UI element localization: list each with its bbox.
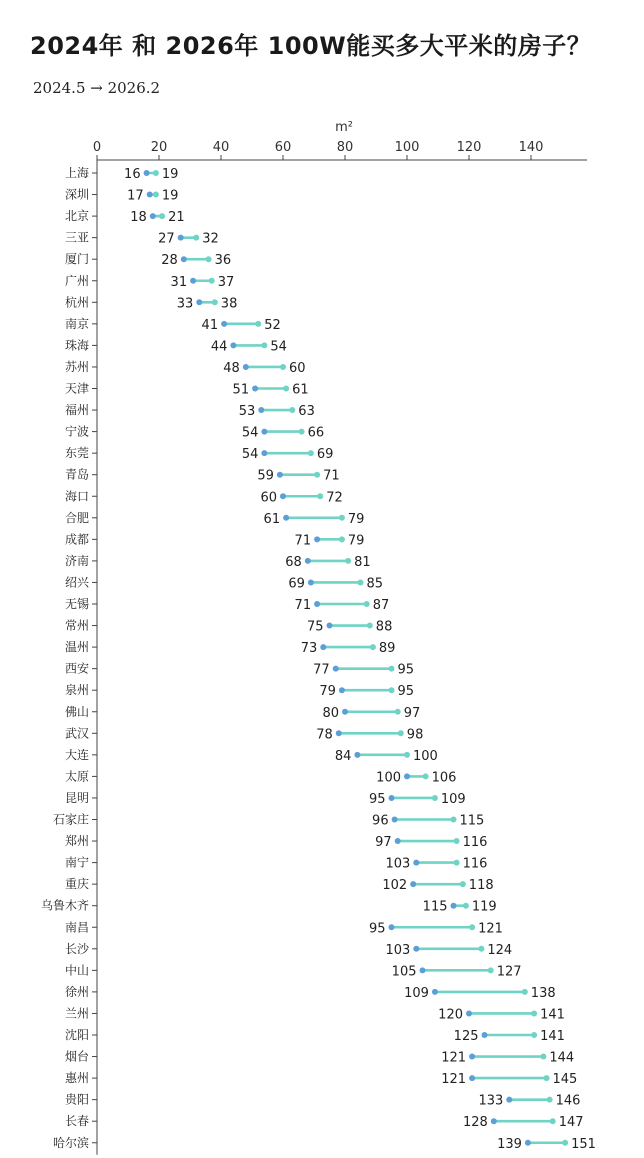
value-2024: 18 <box>130 210 147 226</box>
dot-2024 <box>314 536 320 542</box>
value-2024: 115 <box>422 899 448 915</box>
value-2024: 103 <box>385 856 411 872</box>
value-2024: 97 <box>375 835 392 851</box>
city-label: 烟台 <box>64 1049 89 1064</box>
dot-2026 <box>469 924 475 930</box>
row-南宁 <box>65 855 487 872</box>
dot-2024 <box>252 386 258 392</box>
dot-2026 <box>339 515 345 521</box>
dot-2026 <box>283 386 289 392</box>
x-tick-label: 40 <box>212 140 230 155</box>
value-2026: 115 <box>459 813 485 829</box>
value-2026: 79 <box>347 511 365 527</box>
chart-rows <box>41 165 596 1152</box>
x-tick-label: 80 <box>336 140 354 155</box>
row-长沙 <box>65 941 512 958</box>
city-label: 南昌 <box>64 920 89 935</box>
chart-subtitle: 2024.5 → 2026.2 <box>33 79 161 97</box>
value-2026: 106 <box>431 770 457 786</box>
dot-2026 <box>550 1118 556 1124</box>
value-2026: 63 <box>298 404 315 420</box>
value-2026: 95 <box>397 684 415 700</box>
dot-2026 <box>454 860 460 866</box>
dot-2026 <box>395 709 401 715</box>
row-哈尔滨 <box>53 1135 596 1152</box>
value-2024: 77 <box>313 662 330 678</box>
row-北京 <box>65 208 185 225</box>
dot-2024 <box>320 644 326 650</box>
dot-2026 <box>153 170 159 176</box>
row-青岛 <box>65 467 340 484</box>
row-大连 <box>65 747 438 764</box>
city-label: 郑州 <box>64 834 89 849</box>
row-绍兴 <box>65 575 383 591</box>
dot-2024 <box>354 752 360 758</box>
value-2024: 139 <box>497 1136 522 1152</box>
value-2024: 53 <box>238 404 256 420</box>
row-贵阳 <box>65 1092 580 1109</box>
dot-2026 <box>423 773 429 779</box>
value-2026: 138 <box>530 985 556 1001</box>
value-2026: 79 <box>347 533 365 549</box>
city-label: 广州 <box>64 273 89 288</box>
value-2026: 52 <box>264 317 281 333</box>
dot-2026 <box>522 989 528 995</box>
dot-2024 <box>144 170 150 176</box>
dot-2024 <box>525 1140 531 1146</box>
value-2024: 71 <box>294 533 312 549</box>
row-太原 <box>65 768 456 785</box>
dot-2026 <box>209 278 215 284</box>
city-label: 绍兴 <box>64 575 89 590</box>
city-label: 大连 <box>64 747 89 762</box>
dot-2024 <box>469 1075 475 1081</box>
city-label: 海口 <box>64 489 89 504</box>
row-珠海 <box>65 337 287 354</box>
dot-2026 <box>289 407 295 413</box>
value-2024: 105 <box>391 964 417 980</box>
value-2024: 28 <box>161 253 178 269</box>
dot-2026 <box>478 946 484 952</box>
row-惠州 <box>65 1070 577 1087</box>
row-海口 <box>65 489 343 505</box>
value-2024: 120 <box>438 1007 463 1023</box>
row-兰州 <box>65 1006 565 1022</box>
value-2026: 145 <box>552 1072 578 1088</box>
dot-2024 <box>491 1118 497 1124</box>
dot-2024 <box>243 364 249 370</box>
value-2024: 103 <box>385 942 411 958</box>
value-2024: 59 <box>257 468 274 484</box>
value-2024: 41 <box>201 317 219 333</box>
value-2024: 73 <box>300 641 318 657</box>
value-2024: 71 <box>294 598 312 613</box>
value-2026: 119 <box>471 899 497 915</box>
row-无锡 <box>65 597 389 613</box>
dot-2024 <box>413 946 419 952</box>
value-2026: 144 <box>549 1050 575 1066</box>
row-泉州 <box>65 683 414 699</box>
value-2026: 69 <box>316 447 334 463</box>
row-上海 <box>65 165 178 182</box>
dot-2024 <box>392 817 398 823</box>
value-2024: 80 <box>322 705 339 721</box>
dot-2024 <box>389 924 395 930</box>
row-三亚 <box>65 231 219 247</box>
value-2024: 61 <box>263 511 281 527</box>
dot-2026 <box>544 1075 550 1081</box>
row-长春 <box>65 1114 584 1130</box>
dot-2026 <box>255 321 261 327</box>
dot-2024 <box>469 1054 475 1060</box>
value-2024: 121 <box>441 1072 467 1088</box>
dot-2024 <box>410 881 416 887</box>
dot-2026 <box>367 623 373 629</box>
row-重庆 <box>65 876 494 893</box>
value-2026: 21 <box>168 210 185 226</box>
city-label: 太原 <box>64 769 89 784</box>
row-温州 <box>65 640 395 656</box>
value-2024: 133 <box>478 1093 504 1109</box>
dot-2024 <box>283 515 289 521</box>
dot-2024 <box>196 299 202 305</box>
chart-title: 2024年 和 2026年 100W能买多大平米的房子？ <box>30 32 592 60</box>
dot-2024 <box>342 709 348 715</box>
dot-2026 <box>153 192 159 198</box>
row-东莞 <box>65 446 333 462</box>
row-苏州 <box>65 360 306 376</box>
city-label: 三亚 <box>64 230 89 245</box>
city-label: 兰州 <box>64 1006 89 1021</box>
value-2024: 121 <box>441 1050 467 1066</box>
x-tick-label: 0 <box>92 140 102 155</box>
city-label: 惠州 <box>64 1071 89 1086</box>
city-label: 深圳 <box>64 187 89 202</box>
row-济南 <box>65 553 371 570</box>
row-武汉 <box>65 725 423 742</box>
dot-2026 <box>308 450 314 456</box>
row-福州 <box>65 403 315 419</box>
dot-2024 <box>420 967 426 973</box>
dot-2024 <box>314 601 320 607</box>
row-厦门 <box>65 251 231 268</box>
city-label: 珠海 <box>64 338 89 353</box>
value-2026: 72 <box>326 490 343 506</box>
value-2024: 96 <box>372 813 389 829</box>
city-label: 长沙 <box>64 941 89 956</box>
x-tick-label: 60 <box>274 140 292 155</box>
value-2026: 66 <box>307 425 325 441</box>
dot-2026 <box>531 1010 537 1016</box>
dot-2024 <box>333 666 339 672</box>
dot-2026 <box>317 493 323 499</box>
value-2026: 88 <box>375 619 393 635</box>
city-label: 济南 <box>64 553 89 568</box>
value-2026: 19 <box>161 188 179 204</box>
dot-2026 <box>463 903 469 909</box>
value-2024: 48 <box>223 360 240 376</box>
value-2026: 146 <box>555 1093 581 1109</box>
value-2024: 78 <box>316 727 333 743</box>
value-2024: 102 <box>382 878 408 894</box>
value-2024: 95 <box>368 921 386 937</box>
city-label: 杭州 <box>64 295 89 310</box>
value-2026: 32 <box>202 231 219 247</box>
city-label: 长春 <box>64 1114 89 1129</box>
value-2024: 69 <box>288 576 305 592</box>
value-2026: 116 <box>462 835 488 851</box>
x-tick-label: 140 <box>518 140 544 155</box>
row-宁波 <box>65 424 324 441</box>
city-label: 哈尔滨 <box>52 1135 89 1150</box>
dot-2024 <box>190 278 196 284</box>
value-2026: 54 <box>270 339 287 355</box>
row-天津 <box>65 381 309 398</box>
dot-2026 <box>261 342 267 348</box>
value-2026: 95 <box>397 662 415 678</box>
dot-2024 <box>482 1032 488 1038</box>
city-label: 乌鲁木齐 <box>40 898 89 913</box>
city-label: 西安 <box>64 661 89 676</box>
dot-2026 <box>547 1097 553 1103</box>
value-2024: 84 <box>334 748 352 764</box>
value-2026: 60 <box>289 360 306 376</box>
city-label: 徐州 <box>64 984 89 999</box>
value-2024: 79 <box>319 684 336 700</box>
value-2024: 125 <box>453 1029 479 1044</box>
dot-2024 <box>404 773 410 779</box>
city-label: 沈阳 <box>64 1028 89 1042</box>
row-乌鲁木齐 <box>41 898 497 915</box>
dot-2026 <box>488 967 494 973</box>
dot-2026 <box>159 213 165 219</box>
city-label: 石家庄 <box>52 812 89 827</box>
row-徐州 <box>65 985 556 1001</box>
dot-2024 <box>432 989 438 995</box>
city-label: 南京 <box>64 316 89 331</box>
row-成都 <box>65 531 364 548</box>
dot-2026 <box>358 579 364 585</box>
city-label: 无锡 <box>64 597 89 611</box>
value-2026: 71 <box>323 468 340 484</box>
dot-2024 <box>230 342 236 348</box>
x-tick-label: 120 <box>456 140 482 155</box>
dot-2026 <box>193 235 199 241</box>
dot-2024 <box>336 730 342 736</box>
city-label: 东莞 <box>64 446 89 461</box>
value-2026: 85 <box>366 576 384 592</box>
dot-2026 <box>531 1032 537 1038</box>
city-label: 武汉 <box>64 726 89 741</box>
value-2026: 121 <box>478 921 503 937</box>
value-2024: 31 <box>170 274 188 290</box>
dot-2024 <box>150 213 156 219</box>
row-杭州 <box>65 294 237 311</box>
city-label: 北京 <box>64 209 89 224</box>
city-label: 宁波 <box>64 424 89 439</box>
dot-2026 <box>206 256 212 262</box>
value-2026: 116 <box>462 856 488 872</box>
dot-2024 <box>413 860 419 866</box>
value-2026: 147 <box>558 1115 584 1131</box>
dot-2024 <box>178 235 184 241</box>
value-2024: 95 <box>368 791 386 807</box>
value-2026: 151 <box>571 1136 596 1152</box>
row-石家庄 <box>53 812 484 829</box>
value-2026: 97 <box>403 705 421 721</box>
dot-2024 <box>451 903 457 909</box>
dot-2024 <box>389 795 395 801</box>
city-label: 天津 <box>64 381 89 396</box>
city-label: 苏州 <box>64 359 89 374</box>
value-2024: 27 <box>158 231 175 247</box>
city-label: 贵阳 <box>64 1092 89 1107</box>
x-tick-label: 100 <box>394 140 420 155</box>
city-label: 上海 <box>64 166 89 180</box>
value-2026: 100 <box>413 748 438 764</box>
dot-2026 <box>370 644 376 650</box>
value-2026: 36 <box>214 253 232 269</box>
dot-2026 <box>540 1054 546 1060</box>
dot-2024 <box>395 838 401 844</box>
city-label: 重庆 <box>64 877 89 892</box>
row-烟台 <box>65 1049 574 1066</box>
value-2024: 54 <box>241 425 259 441</box>
dot-2024 <box>305 558 311 564</box>
x-tick-label: 20 <box>150 140 168 155</box>
value-2024: 33 <box>176 296 194 312</box>
dot-2026 <box>454 838 460 844</box>
value-2026: 141 <box>540 1029 565 1044</box>
dot-2024 <box>258 407 264 413</box>
city-label: 昆明 <box>64 790 89 805</box>
dot-2024 <box>261 429 267 435</box>
dot-2026 <box>212 299 218 305</box>
dot-2026 <box>389 666 395 672</box>
value-2026: 81 <box>354 554 371 570</box>
value-2026: 89 <box>378 641 396 657</box>
dot-2026 <box>451 817 457 823</box>
row-南昌 <box>65 919 503 936</box>
dot-2024 <box>506 1097 512 1103</box>
dot-2024 <box>466 1010 472 1016</box>
dot-2024 <box>147 192 153 198</box>
value-2026: 38 <box>220 296 238 312</box>
dot-2024 <box>327 623 333 629</box>
city-label: 厦门 <box>64 252 89 267</box>
dot-2026 <box>299 429 305 435</box>
city-label: 中山 <box>64 963 89 978</box>
dot-2026 <box>314 472 320 478</box>
value-2026: 87 <box>372 598 390 613</box>
value-2024: 75 <box>306 619 324 635</box>
row-广州 <box>65 273 234 290</box>
dot-2024 <box>181 256 187 262</box>
value-2026: 109 <box>440 791 466 807</box>
dot-2024 <box>339 687 345 693</box>
row-深圳 <box>65 188 178 204</box>
value-2024: 44 <box>210 339 228 355</box>
value-2026: 19 <box>161 167 179 182</box>
value-2026: 118 <box>468 878 494 894</box>
dot-2026 <box>389 687 395 693</box>
x-axis-label: m² <box>335 120 353 135</box>
dot-2024 <box>277 472 283 478</box>
dot-2026 <box>562 1140 568 1146</box>
dot-2024 <box>308 579 314 585</box>
value-2024: 68 <box>285 554 302 570</box>
value-2026: 124 <box>487 942 513 958</box>
value-2026: 127 <box>496 964 522 980</box>
dot-2026 <box>364 601 370 607</box>
city-label: 成都 <box>64 532 89 547</box>
value-2024: 60 <box>260 490 277 506</box>
dot-2024 <box>261 450 267 456</box>
value-2024: 109 <box>404 985 429 1001</box>
city-label: 合肥 <box>64 510 89 525</box>
city-label: 泉州 <box>64 683 89 698</box>
city-label: 佛山 <box>64 704 89 719</box>
row-郑州 <box>65 833 487 850</box>
row-西安 <box>65 661 414 678</box>
value-2026: 98 <box>406 727 424 743</box>
value-2024: 54 <box>241 447 259 463</box>
dot-2024 <box>280 493 286 499</box>
dot-2024 <box>221 321 227 327</box>
row-中山 <box>65 962 522 979</box>
value-2024: 51 <box>232 382 250 398</box>
value-2026: 37 <box>217 274 235 290</box>
city-label: 青岛 <box>64 467 89 482</box>
value-2024: 100 <box>376 770 401 786</box>
row-合肥 <box>65 510 364 527</box>
row-昆明 <box>65 791 466 807</box>
dot-2026 <box>460 881 466 887</box>
dot-2026 <box>398 730 404 736</box>
city-label: 南宁 <box>64 855 89 870</box>
dot-2026 <box>404 752 410 758</box>
value-2024: 128 <box>462 1115 488 1131</box>
dot-2026 <box>339 536 345 542</box>
row-佛山 <box>65 704 420 721</box>
city-label: 常州 <box>64 618 89 633</box>
row-沈阳 <box>65 1027 565 1044</box>
value-2026: 141 <box>540 1007 565 1023</box>
city-label: 福州 <box>64 403 89 418</box>
city-label: 温州 <box>64 640 89 655</box>
value-2026: 61 <box>292 382 309 398</box>
row-常州 <box>65 618 392 635</box>
dot-2026 <box>345 558 351 564</box>
value-2024: 17 <box>127 188 144 204</box>
dot-2026 <box>432 795 438 801</box>
value-2024: 16 <box>124 167 141 182</box>
dot-2026 <box>280 364 286 370</box>
